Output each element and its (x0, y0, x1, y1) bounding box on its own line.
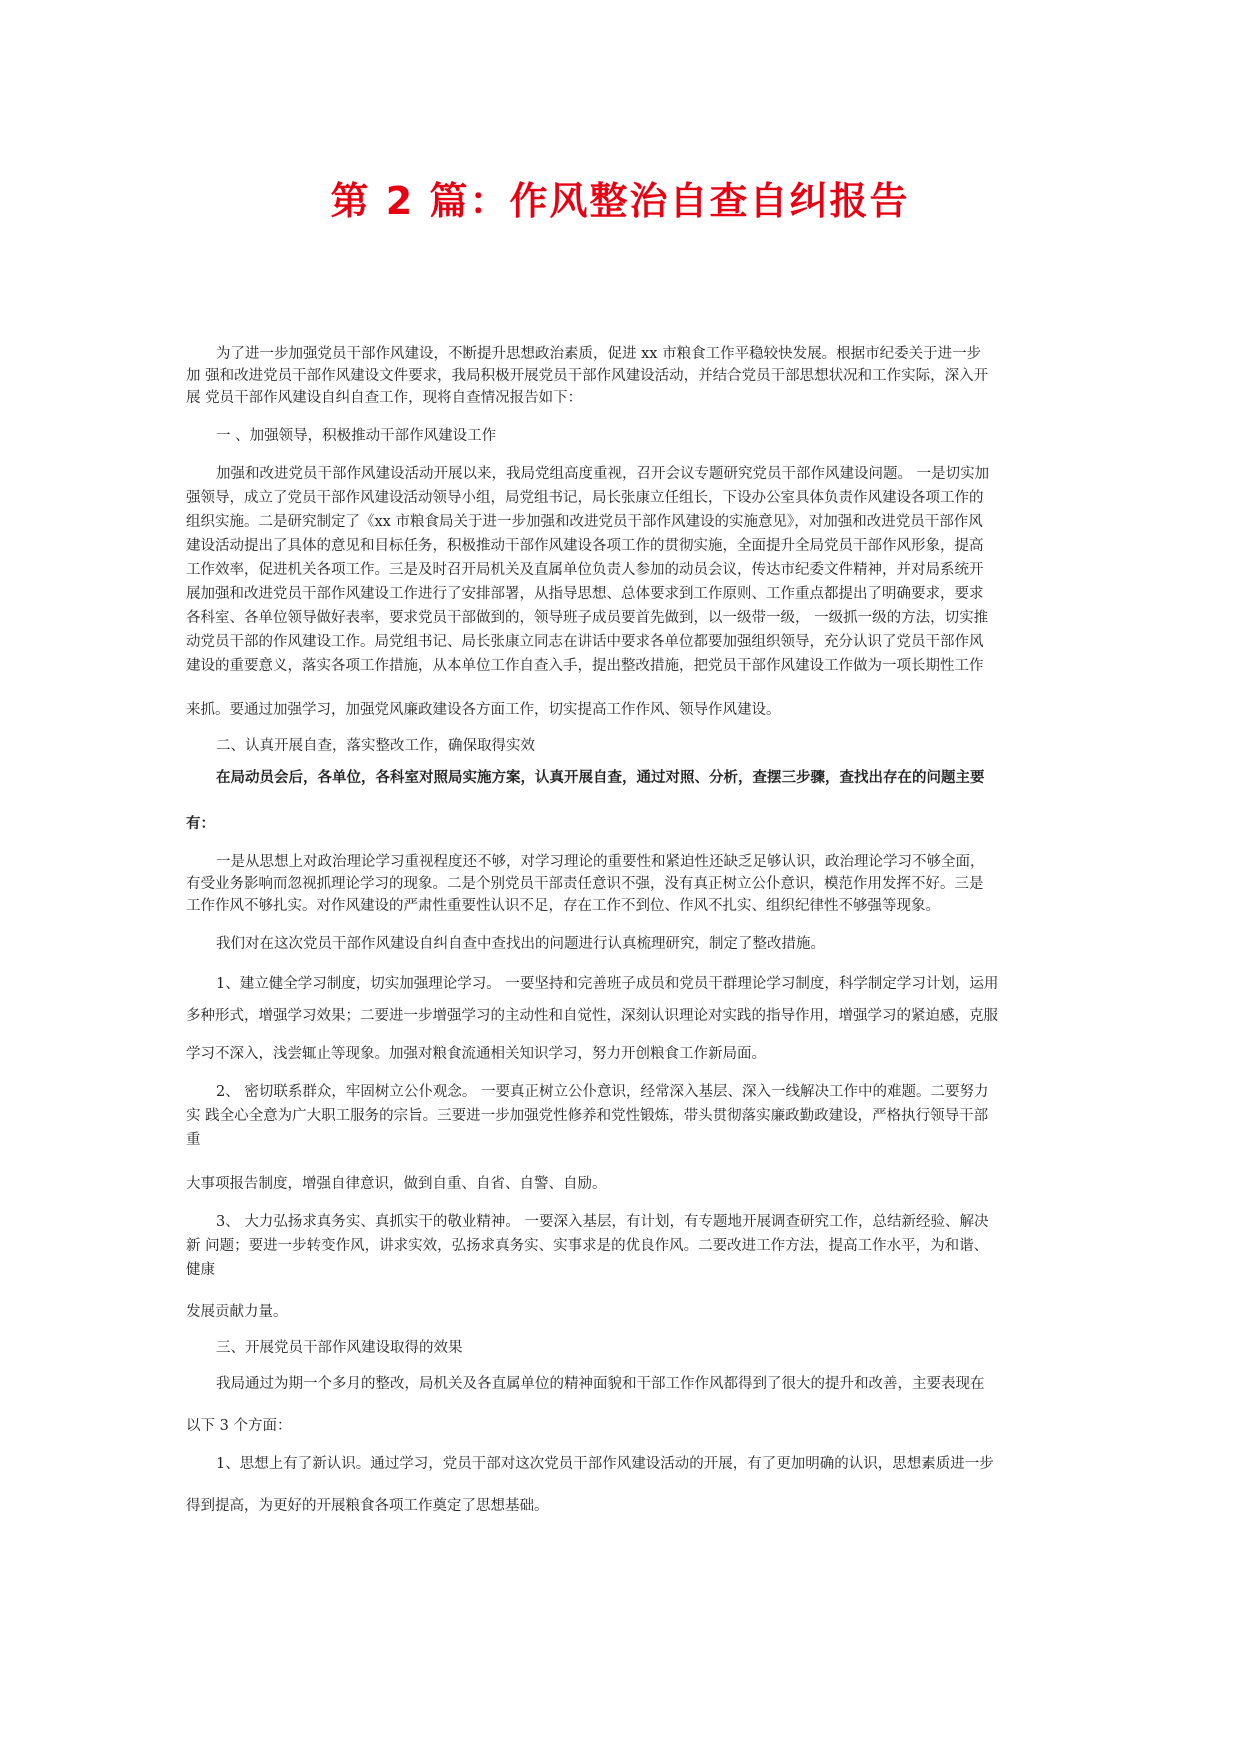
body-text-line: 加强和改进党员干部作风建设活动开展以来，我局党组高度重视，召开会议专题研究党员干部作风建设问题。 一是切实加 (216, 466, 990, 482)
body-text-line: 组织实施。二是研究制定了《xx 市粮食局关于进一步加强和改进党员干部作风建设的实施意见》，对加强和改进党员干部作风 (186, 514, 983, 530)
body-text-line: 强领导，成立了党员干部作风建设活动领导小组，局党组书记，局长张康立任组长，下设办公室具体负责作风建设各项工作的 (186, 490, 984, 506)
body-text-line: 健康 (186, 1262, 215, 1278)
body-text-line: 来抓。要通过加强学习，加强党风廉政建设各方面工作，切实提高工作作风、领导作风建设。 (186, 702, 781, 718)
body-text-line: 3、 大力弘扬求真务实、真抓实干的敬业精神。 一要深入基层，有计划，有专题地开展调查研究工作，总结新经验、解决 (216, 1214, 989, 1230)
body-text-line: 工作效率，促进机关各项工作。三是及时召开局机关及直属单位负责人参加的动员会议，传达市纪委文件精神，并对局系统开 (186, 562, 984, 578)
body-text-line: 动党员干部的作风建设工作。局党组书记、局长张康立同志在讲话中要求各单位都要加强组织领导，充分认识了党员干部作风 (186, 634, 984, 650)
body-text-line: 一 、加强领导，积极推动干部作风建设工作 (216, 428, 497, 444)
body-text-line: 1、建立健全学习制度，切实加强理论学习。 一要坚持和完善班子成员和党员干群理论学习制度，科学制定学习计划，运用 (216, 976, 999, 992)
body-text-line: 在局动员会后，各单位，各科室对照局实施方案，认真开展自查，通过对照、分析，查摆三步骤，查找出存在的问题主要 (216, 770, 985, 786)
body-text-line: 实 践全心全意为广大职工服务的宗旨。三要进一步加强党性修养和党性锻炼，带头贯彻落实廉政勤政建设，严格执行领导干部 (186, 1108, 989, 1124)
body-text-line: 有受业务影响而忽视抓理论学习的现象。二是个别党员干部责任意识不强，没有真正树立公仆意识，模范作用发挥不好。三是 (186, 876, 984, 892)
body-text-line: 建设的重要意义，落实各项工作措施，从本单位工作自查入手，提出整改措施，把党员干部作风建设工作做为一项长期性工作 (186, 658, 984, 674)
body-text-line: 三、开展党员干部作风建设取得的效果 (216, 1340, 463, 1356)
body-text-line: 我局通过为期一个多月的整改，局机关及各直属单位的精神面貌和干部工作作风都得到了很大的提升和改善，主要表现在 (216, 1376, 985, 1392)
page-title: 第 2 篇：作风整治自查自纠报告 (330, 179, 910, 223)
body-text-line: 展加强和改进党员干部作风建设工作进行了安排部署，从指导思想、总体要求到工作原则、工作重点都提出了明确要求，要求 (186, 586, 984, 602)
body-text-line: 新 问题；要进一步转变作风，讲求实效，弘扬求真务实、实事求是的优良作风。二要改进工作方法，提高工作水平，为和谐、 (186, 1238, 989, 1254)
body-text-line: 建设活动提出了具体的意见和目标任务，积极推动干部作风建设各项工作的贯彻实施，全面提升全局党员干部作风形象，提高 (186, 538, 984, 554)
body-text-line: 一是从思想上对政治理论学习重视程度还不够，对学习理论的重要性和紧迫性还缺乏足够认识，政治理论学习不够全面， (216, 854, 985, 870)
body-text-line: 以下 3 个方面： (186, 1418, 292, 1434)
body-text-line: 1、思想上有了新认识。通过学习，党员干部对这次党员干部作风建设活动的开展，有了更加明确的认识，思想素质进一步 (216, 1456, 994, 1472)
body-text-line: 重 (186, 1132, 201, 1148)
body-text-line: 工作作风不够扎实。对作风建设的严肃性重要性认识不足，存在工作不到位、作风不扎实、组织纪律性不够强等现象。 (186, 898, 940, 914)
body-text-line: 学习不深入，浅尝辄止等现象。加强对粮食流通相关知识学习，努力开创粮食工作新局面。 (186, 1046, 766, 1062)
body-text-line: 我们对在这次党员干部作风建设自纠自查中查找出的问题进行认真梳理研究，制定了整改措施。 (216, 936, 825, 952)
body-text-line: 二、认真开展自查，落实整改工作，确保取得实效 (216, 738, 535, 754)
body-text-line: 大事项报告制度，增强自律意识，做到自重、自省、自警、自励。 (186, 1176, 607, 1192)
body-text-line: 发展贡献力量。 (186, 1304, 288, 1320)
body-text-line: 各科室、各单位领导做好表率，要求党员干部做到的，领导班子成员要首先做到，以一级带一级， 一级抓一级的方法，切实推 (186, 610, 989, 626)
body-text-line: 加 强和改进党员干部作风建设文件要求，我局积极开展党员干部作风建设活动，并结合党员干部思想状况和工作实际，深入开 (186, 368, 989, 384)
body-text-line: 得到提高，为更好的开展粮食各项工作奠定了思想基础。 (186, 1498, 549, 1514)
body-text-line: 有： (186, 816, 215, 832)
body-text-line: 多种形式，增强学习效果；二要进一步增强学习的主动性和自觉性，深刻认识理论对实践的指导作用，增强学习的紧迫感，克服 (186, 1008, 998, 1024)
body-text-line: 为了进一步加强党员干部作风建设，不断提升思想政治素质，促进 xx 市粮食工作平稳较快发展。根据市纪委关于进一步 (216, 346, 982, 362)
body-text-line: 展 党员干部作风建设自纠自查工作，现将自查情况报告如下： (186, 390, 583, 406)
body-text-line: 2、 密切联系群众，牢固树立公仆观念。 一要真正树立公仆意识，经常深入基层、深入一线解决工作中的难题。二要努力 (216, 1084, 989, 1100)
